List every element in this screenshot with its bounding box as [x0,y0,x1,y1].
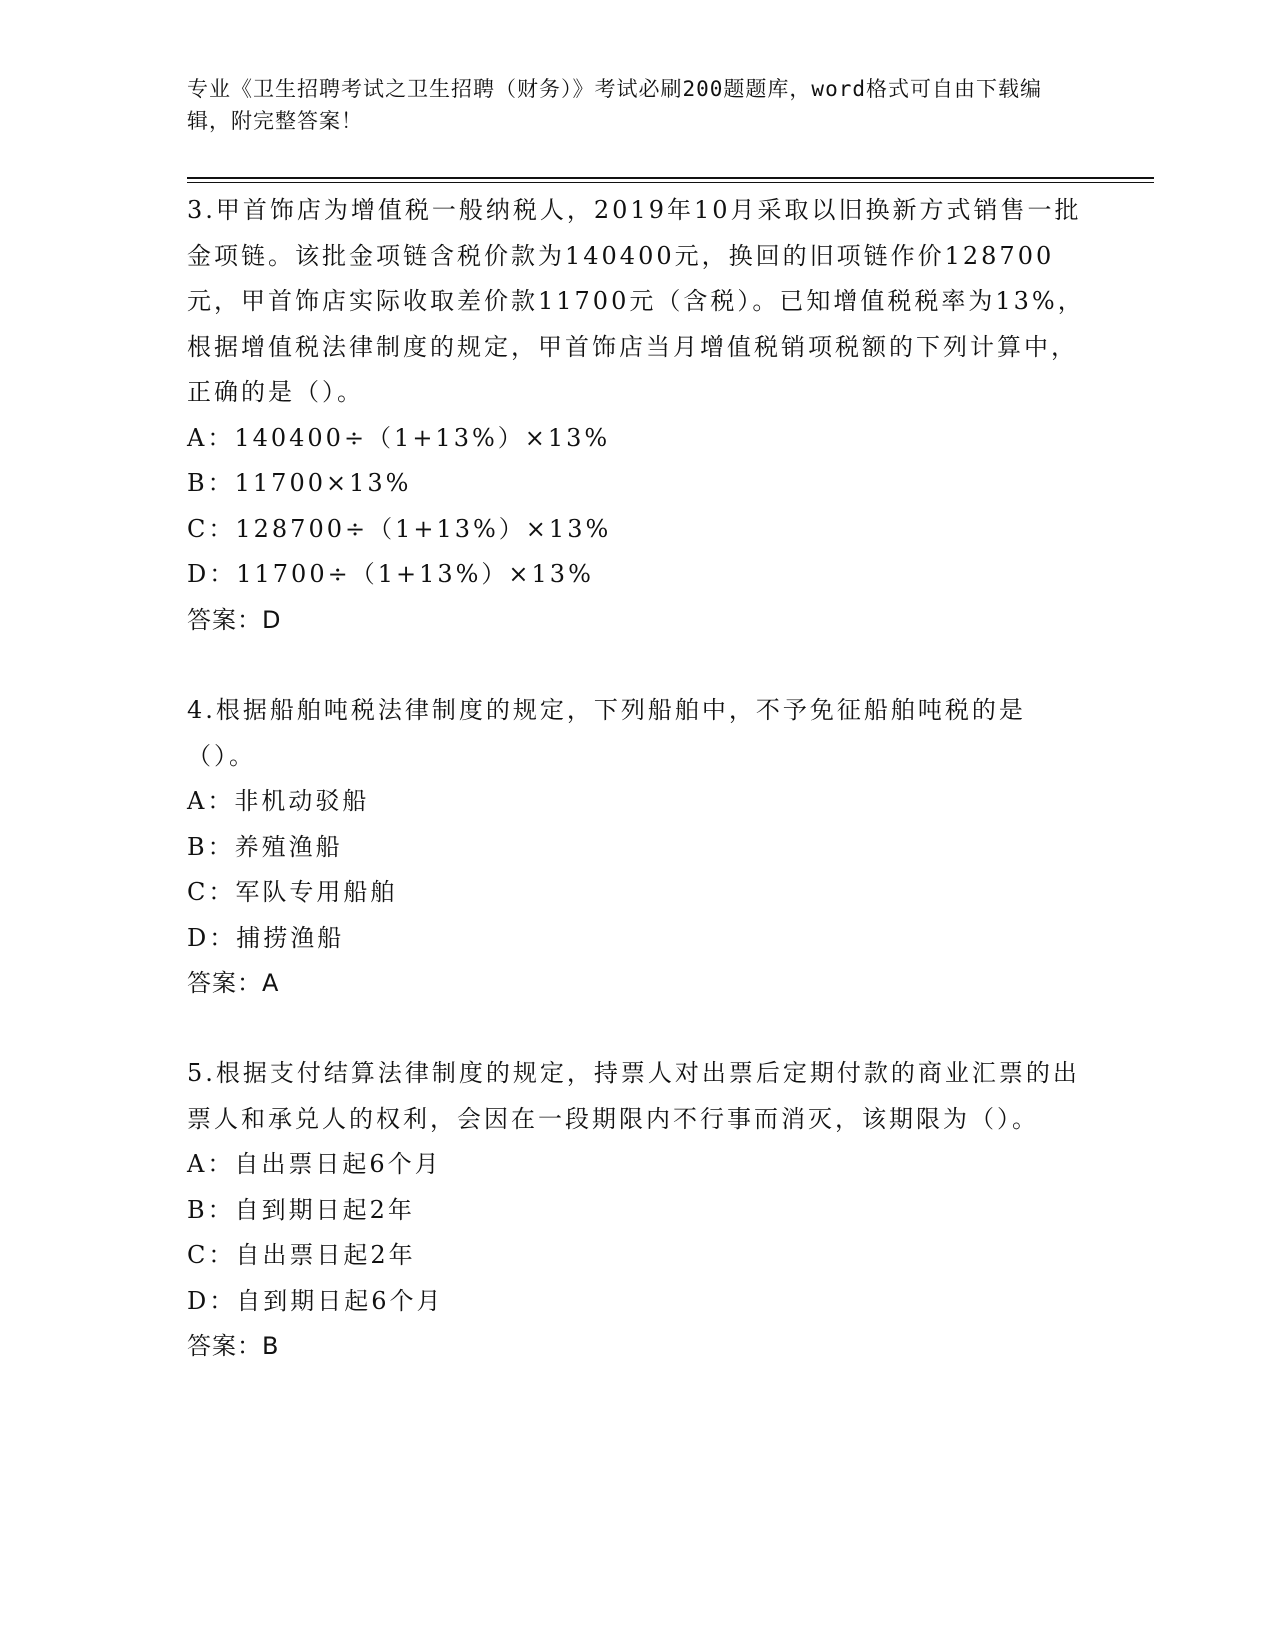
option-d: D：11700÷（1+13%）×13% [187,560,594,588]
option-b: B：自到期日起2年 [187,1195,415,1224]
header-divider-thick [187,177,1154,179]
question-3 [187,188,1087,643]
question-5 [187,1051,1087,1370]
answer-line: 答案：A [187,969,280,997]
option-a: A：140400÷（1+13%）×13% [187,423,611,452]
option-d: D：捕捞渔船 [187,923,345,952]
option-c: C：自出票日起2年 [187,1241,416,1269]
option-c: C：128700÷（1+13%）×13% [187,514,612,543]
option-b: B：养殖渔船 [187,832,343,861]
option-a: A：非机动驳船 [187,787,370,815]
answer-line: 答案：B [187,1332,280,1360]
question-stem: 4.根据船舶吨税法律制度的规定，下列船舶中，不予免征船舶吨税的是（）。 [187,696,1026,770]
option-d: D：自到期日起6个月 [187,1286,444,1315]
option-a: A：自出票日起6个月 [187,1150,442,1178]
document-header: 专业《卫生招聘考试之卫生招聘（财务）》考试必刷200题题库，word格式可自由下载编辑，附完整答案！ [187,77,1042,133]
answer-line: 答案：D [187,605,282,634]
question-stem: 3.甲首饰店为增值税一般纳税人，2019年10月采取以旧换新方式销售一批金项链。该批金项链含税价款为140400元，换回的旧项链作价128700元，甲首饰店实际收取差价款11700元（含税）。已知增值税税率为13%，根据增值税法律制度的规定，甲首饰店当月增值税销项税额的下列计算中，正确的是（）。 [187,196,1085,406]
header-divider-thin [187,182,1154,183]
question-4 [187,688,1087,1007]
option-b: B：11700×13% [187,469,412,497]
option-c: C：军队专用船舶 [187,878,398,906]
question-stem: 5.根据支付结算法律制度的规定，持票人对出票后定期付款的商业汇票的出票人和承兑人的权利，会因在一段期限内不行事而消灭，该期限为（）。 [187,1059,1080,1133]
